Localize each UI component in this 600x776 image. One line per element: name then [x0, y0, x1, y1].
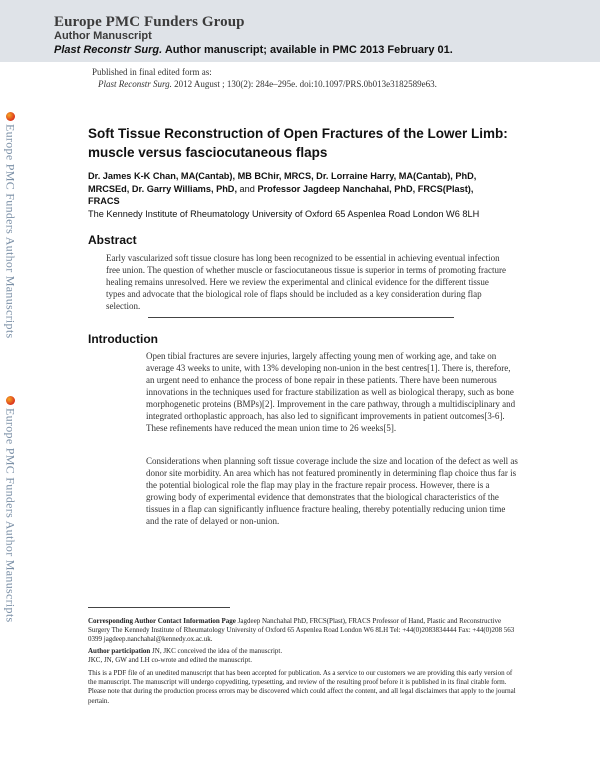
citation — [92, 78, 437, 90]
footnote-divider — [88, 607, 230, 608]
article-title: Soft Tissue Reconstruction of Open Fractures of the Lower Limb: muscle versus fasciocutaneous flaps — [88, 126, 508, 160]
abstract-divider — [148, 317, 454, 318]
sidebar-watermark-top — [0, 112, 20, 338]
authors-line-3: FRACS — [88, 196, 120, 206]
corresponding-author-label: Corresponding Author Contact Information Page — [88, 617, 236, 625]
disclaimer-note: This is a PDF file of an unedited manuscript that has been accepted for publication. As a service to our customers we are providing this early version of the manuscript. The manuscript will undergo copyediting, typesetting, and review of the resulting proof before it is published in its final citable form. Please note that during the production process errors may be discovered which could affect the content, and all legal disclaimers that apply to the journal pertain. — [88, 669, 516, 705]
authors-line-2b: Professor Jagdeep Nanchahal, PhD, FRCS(Plast), — [257, 183, 474, 194]
abstract-heading: Abstract — [88, 233, 137, 247]
publication-info — [92, 66, 437, 90]
corresponding-author-text: Jagdeep Nanchahal PhD, FRCS(Plast), FRACS Professor of Hand, Plastic and Reconstructive Surgery The Kennedy Institute of Rheumatology University of Oxford 65 Aspenlea Road London W6 8LH Tel: +44(0)2083834444 Fax: +44(0)208 563 0399 jagdeep.nanchahal@kennedy.ox.ac.uk. — [88, 617, 515, 644]
introduction-paragraph-1: Open tibial fractures are severe injuries, largely affecting young men of working age, and take on average 43 weeks to unite, with 13% developing non-union in the best centres[1]. There is, therefore, an urgent need to enhance the process of bone repair in these patients. There have been numerous innovations in the techniques used for fracture stabilization as well as biological therapy, such as bone morphogenetic proteins (BMPs)[2]. Improvement in the care pathway, through a multidisciplinary and integrated orthoplastic approach, has also led to significant improvements in patient outcomes[3-6]. These refinements have reduced the mean union time to 26 weeks[5]. — [146, 351, 516, 433]
citation-details: 2012 August ; 130(2): 284e–295e. doi:10.1097/PRS.0b013e3182589e63. — [174, 79, 437, 89]
authors-and: and — [237, 183, 258, 194]
author-list — [88, 170, 518, 208]
sidebar-watermark-text: Europe PMC Funders Author Manuscripts — [3, 124, 18, 339]
sidebar-watermark-text: Europe PMC Funders Author Manuscripts — [3, 408, 18, 623]
author-participation-label: Author participation — [88, 647, 151, 655]
published-as-label: Published in final edited form as: — [92, 67, 212, 77]
author-participation-note — [88, 647, 520, 665]
author-manuscript-label: Author Manuscript — [54, 30, 152, 42]
header-availability-text: Author manuscript; available in PMC 2013 February 01. — [164, 44, 453, 56]
author-participation-text-2: JKC, JN, GW and LH co-wrote and edited the manuscript. — [88, 656, 252, 665]
author-participation-text-1: JN, JKC conceived the idea of the manuscript. — [150, 647, 283, 655]
funders-header — [0, 0, 600, 62]
introduction-heading: Introduction — [88, 332, 158, 346]
sidebar-watermark-bottom — [0, 396, 20, 622]
corresponding-author-note — [88, 617, 520, 645]
authors-line-2a: MRCSEd, Dr. Garry Williams, PhD, — [88, 183, 237, 194]
funders-group-title: Europe PMC Funders Group — [54, 14, 245, 30]
europe-pmc-logo-icon — [6, 396, 15, 405]
header-journal: Plast Reconstr Surg. — [54, 44, 163, 56]
europe-pmc-logo-icon — [6, 112, 15, 121]
introduction-paragraph-2: Considerations when planning soft tissue coverage include the size and location of the defect as well as donor site morbidity. An area which has not featured prominently in determining flap choice thus far is the potential biological role the flap may play in the fracture repair process. However, there is a growing body of experimental evidence that demonstrates that the biological characteristics of the tissues in a flap can significantly influence fracture healing, thereby potentially reducing union time and the rate of delayed or non-union. — [146, 456, 518, 526]
manuscript-availability — [54, 44, 453, 56]
abstract-text: Early vascularized soft tissue closure has long been recognized to be essential in achieving eventual infection free union. The question of whether muscle or fasciocutaneous tissue is superior in terms of promoting fracture healing remains unresolved. Here we review the experimental and clinical evidence for the different tissue types and advocate that the biological role of flaps should be included as a key consideration during flap selection. — [106, 253, 506, 311]
affiliation: The Kennedy Institute of Rheumatology University of Oxford 65 Aspenlea Road London W6 8LH — [88, 209, 480, 219]
citation-journal: Plast Reconstr Surg. — [98, 79, 172, 89]
authors-line-1: Dr. James K-K Chan, MA(Cantab), MB BChir, MRCS, Dr. Lorraine Harry, MA(Cantab), PhD, — [88, 171, 477, 181]
